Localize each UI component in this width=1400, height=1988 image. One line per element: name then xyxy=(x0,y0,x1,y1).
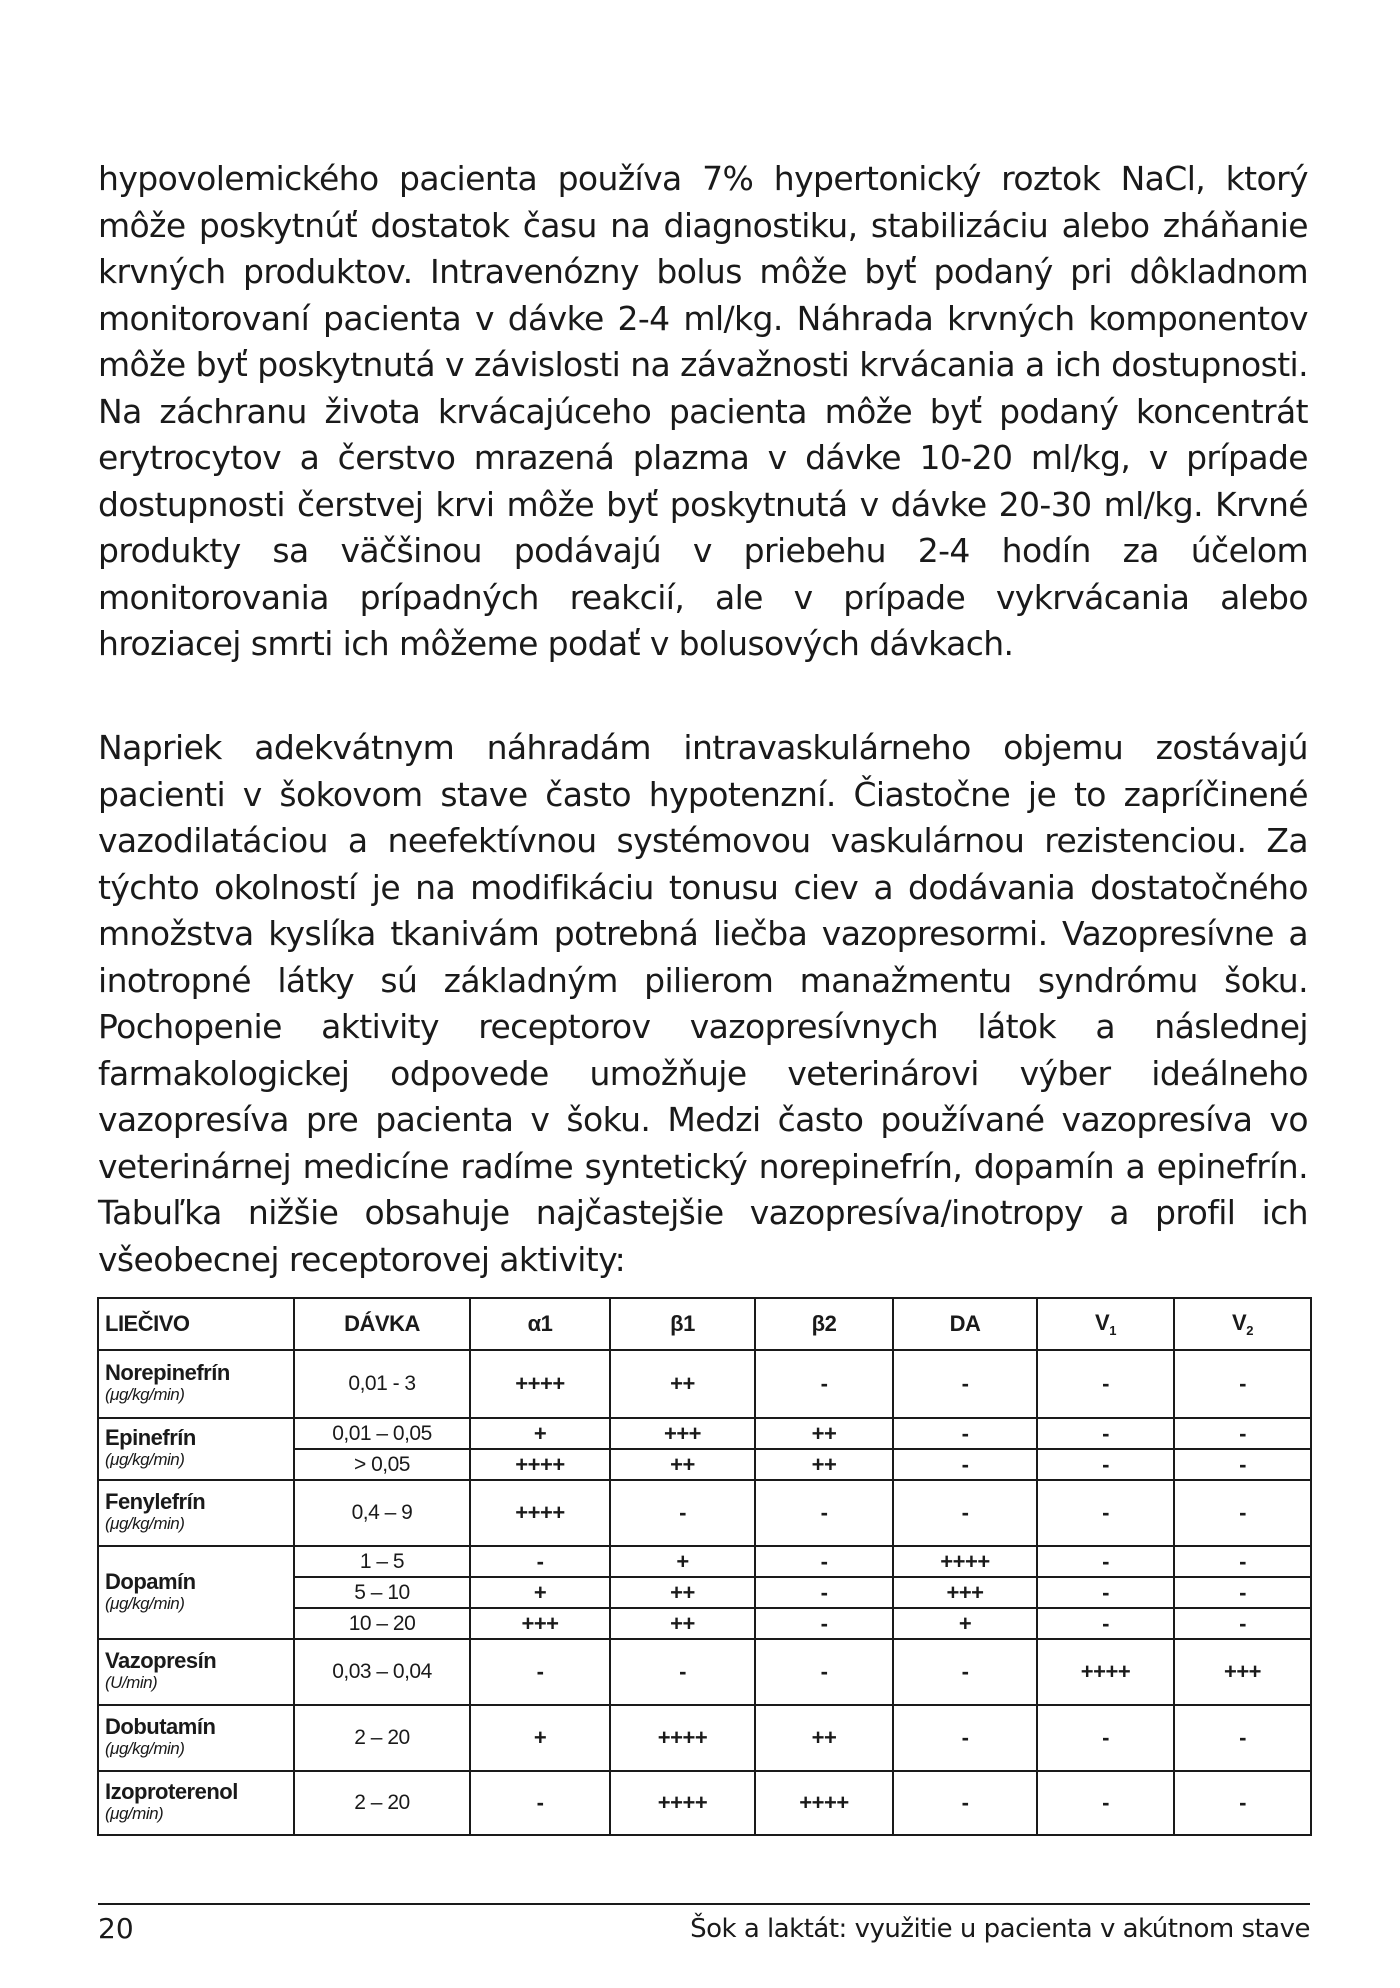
receptor-activity-table xyxy=(97,1297,1312,1836)
drug-cell xyxy=(98,1350,294,1418)
activity-cell-v2: - xyxy=(1174,1350,1311,1418)
running-title: Šok a laktát: využitie u pacienta v akútnom stave xyxy=(690,1914,1310,1944)
drug-unit: (μg/kg/min) xyxy=(105,1514,185,1533)
header-beta2: β2 xyxy=(755,1298,893,1350)
table-row xyxy=(98,1480,1311,1546)
activity-cell-v2: - xyxy=(1174,1480,1311,1546)
activity-cell-v1: - xyxy=(1037,1771,1174,1835)
drug-cell xyxy=(98,1418,294,1480)
activity-cell-v2: - xyxy=(1174,1577,1311,1608)
activity-cell-b1: ++ xyxy=(610,1577,755,1608)
table-row xyxy=(98,1639,1311,1705)
drug-unit: (μg/kg/min) xyxy=(105,1739,185,1758)
activity-cell-b1: ++++ xyxy=(610,1705,755,1771)
activity-cell-b1: ++ xyxy=(610,1608,755,1639)
dose-cell: 2 – 20 xyxy=(294,1705,470,1771)
dose-cell: > 0,05 xyxy=(294,1449,470,1480)
paragraph-2 xyxy=(98,725,1308,1283)
table-row xyxy=(98,1350,1311,1418)
activity-cell-b1: - xyxy=(610,1480,755,1546)
drug-cell xyxy=(98,1705,294,1771)
activity-cell-b1: ++ xyxy=(610,1449,755,1480)
activity-cell-b1: ++ xyxy=(610,1350,755,1418)
table-body xyxy=(98,1350,1311,1835)
activity-cell-b2: - xyxy=(755,1639,893,1705)
activity-cell-v1: - xyxy=(1037,1546,1174,1577)
activity-cell-v2: - xyxy=(1174,1546,1311,1577)
drug-name: Vazopresín xyxy=(105,1648,217,1673)
activity-cell-a1: ++++ xyxy=(470,1480,610,1546)
paragraph-1 xyxy=(98,156,1308,668)
activity-cell-v1: - xyxy=(1037,1418,1174,1449)
header-alpha1: α1 xyxy=(470,1298,610,1350)
activity-cell-a1: +++ xyxy=(470,1608,610,1639)
paragraph-text: Napriek adekvátnym náhradám intravaskulárneho objemu zostávajú pacienti v šokovom stave často hypotenzní. Čiastočne je to zapríčinené vazodilatáciou a neefektívnou systémovou vaskulárnou rezistenciou. Za týchto okolností je na modifikáciu tonusu ciev a dodávania dostatočného množstva kyslíka tkanivám potrebná liečba vazopresormi. Vazopresívne a inotropné látky sú základným pilierom manažmentu syndrómu šoku. Pochopenie aktivity receptorov vazopresívnych látok a následnej farmakologickej odpovede umožňuje veterinárovi výber ideálneho vazopresíva pre pacienta v šoku. Medzi často používané vazopresíva vo veterinárnej medicíne radíme syntetický norepinefrín, dopamín a epinefrín. Tabuľka nižšie obsahuje najčastejšie vazopresíva/inotropy a profil ich všeobecnej receptorovej aktivity: xyxy=(98,728,1308,1279)
activity-cell-a1: - xyxy=(470,1546,610,1577)
activity-cell-da: - xyxy=(893,1350,1037,1418)
activity-cell-v2: - xyxy=(1174,1449,1311,1480)
drug-unit: (U/min) xyxy=(105,1673,158,1692)
header-v1-base: V xyxy=(1095,1310,1110,1335)
drug-unit: (μg/min) xyxy=(105,1804,164,1823)
drug-unit: (μg/kg/min) xyxy=(105,1385,185,1404)
drug-name: Dopamín xyxy=(105,1568,196,1594)
drug-name: Izoproterenol xyxy=(105,1779,238,1804)
activity-cell-v1: - xyxy=(1037,1608,1174,1639)
activity-cell-v1: ++++ xyxy=(1037,1639,1174,1705)
activity-cell-b2: ++++ xyxy=(755,1771,893,1835)
activity-cell-v1: - xyxy=(1037,1480,1174,1546)
table-row xyxy=(98,1418,1311,1449)
table-row xyxy=(98,1771,1311,1835)
header-v1-sub: 1 xyxy=(1109,1323,1116,1338)
drug-cell xyxy=(98,1480,294,1546)
activity-cell-da: - xyxy=(893,1480,1037,1546)
activity-cell-v1: - xyxy=(1037,1350,1174,1418)
drug-cell xyxy=(98,1546,294,1639)
activity-cell-da: - xyxy=(893,1771,1037,1835)
header-v2-base: V xyxy=(1232,1310,1247,1335)
activity-cell-v2: - xyxy=(1174,1418,1311,1449)
activity-cell-da: - xyxy=(893,1418,1037,1449)
activity-cell-da: - xyxy=(893,1705,1037,1771)
header-dopamine: DA xyxy=(893,1298,1037,1350)
drug-name: Norepinefrín xyxy=(105,1360,230,1385)
header-drug: LIEČIVO xyxy=(98,1298,294,1350)
page-number: 20 xyxy=(98,1912,134,1945)
header-v2-sub: 2 xyxy=(1246,1323,1253,1338)
activity-cell-b2: ++ xyxy=(755,1418,893,1449)
dose-cell: 0,03 – 0,04 xyxy=(294,1639,470,1705)
activity-cell-a1: ++++ xyxy=(470,1449,610,1480)
activity-cell-v2: - xyxy=(1174,1705,1311,1771)
dose-cell: 2 – 20 xyxy=(294,1771,470,1835)
drug-name: Epinefrín xyxy=(105,1425,196,1450)
activity-cell-a1: ++++ xyxy=(470,1350,610,1418)
dose-cell: 5 – 10 xyxy=(294,1577,470,1608)
activity-cell-v2: +++ xyxy=(1174,1639,1311,1705)
activity-cell-a1: - xyxy=(470,1639,610,1705)
activity-cell-b1: + xyxy=(610,1546,755,1577)
drug-name: Dobutamín xyxy=(105,1714,216,1739)
activity-cell-b2: ++ xyxy=(755,1705,893,1771)
activity-cell-b1: ++++ xyxy=(610,1771,755,1835)
activity-cell-da: + xyxy=(893,1608,1037,1639)
header-v1 xyxy=(1037,1298,1174,1350)
drug-cell xyxy=(98,1771,294,1835)
paragraph-text: hypovolemického pacienta používa 7% hypertonický roztok NaCl, ktorý môže poskytnúť dostatok času na diagnostiku, stabilizáciu alebo zháňanie krvných produktov. Intravenózny bolus môže byť podaný pri dôkladnom monitorovaní pacienta v dávke 2-4 ml/kg. Náhrada krvných komponentov môže byť poskytnutá v závislosti na závažnosti krvácania a ich dostupnosti. Na záchranu života krvácajúceho pacienta môže byť podaný koncentrát erytrocytov a čerstvo mrazená plazma v dávke 10-20 ml/kg, v prípade dostupnosti čerstvej krvi môže byť poskytnutá v dávke 20-30 ml/kg. Krvné produkty sa väčšinou podávajú v priebehu 2-4 hodín za účelom monitorovania prípadných reakcií, ale v prípade vykrvácania alebo hroziacej smrti ich môžeme podať v bolusových dávkach. xyxy=(98,159,1308,663)
drug-unit: (μg/kg/min) xyxy=(105,1593,185,1613)
table-row xyxy=(98,1546,1311,1577)
activity-cell-v1: - xyxy=(1037,1577,1174,1608)
header-beta1: β1 xyxy=(610,1298,755,1350)
activity-cell-a1: - xyxy=(470,1771,610,1835)
dose-cell: 0,01 – 0,05 xyxy=(294,1418,470,1449)
activity-cell-da: - xyxy=(893,1639,1037,1705)
activity-cell-b2: ++ xyxy=(755,1449,893,1480)
activity-cell-da: ++++ xyxy=(893,1546,1037,1577)
activity-cell-b2: - xyxy=(755,1546,893,1577)
activity-cell-b2: - xyxy=(755,1577,893,1608)
footer-divider xyxy=(98,1903,1310,1905)
header-v2 xyxy=(1174,1298,1311,1350)
activity-cell-b2: - xyxy=(755,1480,893,1546)
dose-cell: 0,01 - 3 xyxy=(294,1350,470,1418)
activity-cell-a1: + xyxy=(470,1577,610,1608)
drug-unit: (μg/kg/min) xyxy=(105,1450,185,1469)
activity-cell-a1: + xyxy=(470,1418,610,1449)
activity-cell-da: - xyxy=(893,1449,1037,1480)
activity-cell-b1: - xyxy=(610,1639,755,1705)
drug-name: Fenylefrín xyxy=(105,1489,206,1514)
table-header-row xyxy=(98,1298,1311,1350)
drug-cell xyxy=(98,1639,294,1705)
activity-cell-v2: - xyxy=(1174,1771,1311,1835)
header-dose: DÁVKA xyxy=(294,1298,470,1350)
dose-cell: 0,4 – 9 xyxy=(294,1480,470,1546)
activity-cell-a1: + xyxy=(470,1705,610,1771)
activity-cell-v1: - xyxy=(1037,1705,1174,1771)
activity-cell-v2: - xyxy=(1174,1608,1311,1639)
activity-cell-v1: - xyxy=(1037,1449,1174,1480)
activity-cell-b1: +++ xyxy=(610,1418,755,1449)
activity-cell-da: +++ xyxy=(893,1577,1037,1608)
dose-cell: 1 – 5 xyxy=(294,1546,470,1577)
activity-cell-b2: - xyxy=(755,1350,893,1418)
table-row xyxy=(98,1705,1311,1771)
activity-cell-b2: - xyxy=(755,1608,893,1639)
dose-cell: 10 – 20 xyxy=(294,1608,470,1639)
